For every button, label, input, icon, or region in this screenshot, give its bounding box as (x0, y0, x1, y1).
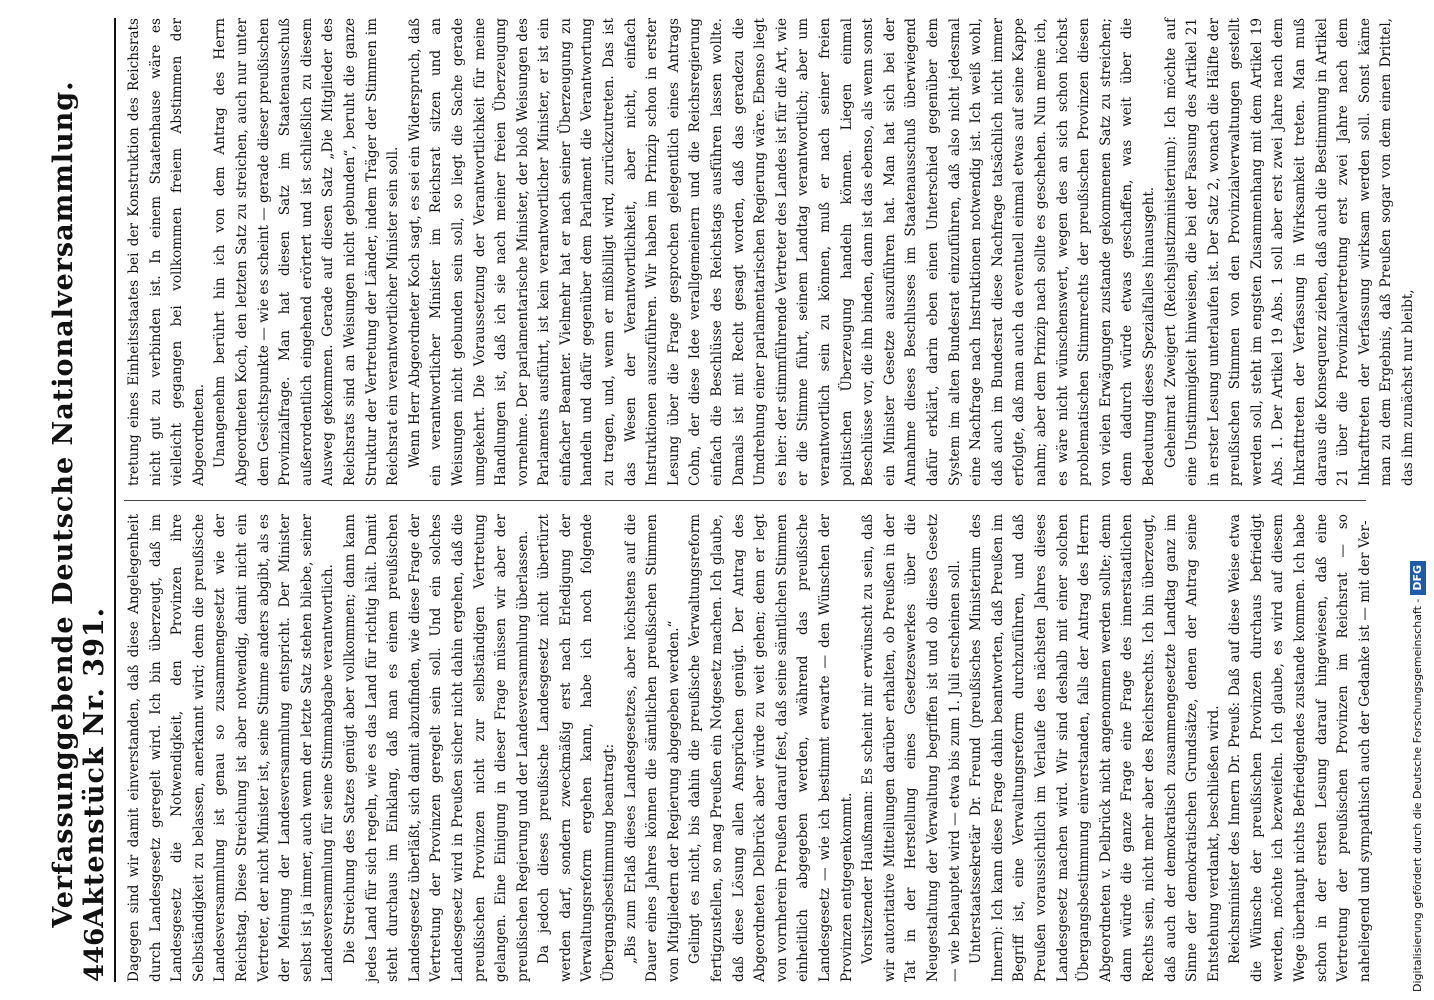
page-number: 446 (80, 927, 110, 982)
digitization-credit (1406, 8, 1426, 992)
column-divider (124, 500, 1366, 501)
paragraph: tretung eines Einheitsstaates bei der Konstruktion des Reichsrats nicht gut zu verbinden ist. In einem Staatenhause wäre es vielleicht gegangen bei vollkommen freiem Abstimmen der Abgeordneten. (126, 18, 207, 486)
paragraph: Da jedoch dieses preußische Landesgesetz nicht übertürzt werden darf, sondern zweckmäßig erst nach Erledigung der Verwaltungsreform ergehen kann, habe ich noch folgende Übergangsbestimmung beantragt: (536, 514, 618, 982)
dfg-logo: DFG (1410, 561, 1426, 595)
rotated-scanned-page (40, 0, 1417, 1000)
paragraph: Reichsminister des Innern Dr. Preuß: Daß auf diese Weise etwa die Wünsche der preußischen Provinzen durchaus befriedigt werden, möchte ich bezweifeln. Ich glaube, es wird auf diesem Wege überhaupt nichts Befriedigendes zustande kommen. Ich habe schon in der ersten Lesung darauf hingewiesen, daß eine Vertretung der preußischen Provinzen im Reichsrat — so naheliegend und sympathisch auch der Gedanke ist — mit der Ver- (1227, 514, 1373, 982)
paragraph: Gelingt es nicht, bis dahin die preußische Verwaltungsreform fertigzustellen, so mag Preußen ein Notgesetz machen. Ich glaube, daß diese Lösung allen Ansprüchen genügt. Der Antrag des Abgeordneten Delbrück aber würde zu weit gehen; denn er legt von vornherein Preußen darauf fest, daß seine sämtlichen Stimmen einheitlich abgegeben werden, während das preußische Landesgesetz — wie ich bestimmt erwarte — den Wünschen der Provinzen entgegenkommt. (687, 514, 855, 982)
paragraph: „Bis zum Erlaß dieses Landesgesetzes, aber höchstens auf die Dauer eines Jahres können die sämtlichen preußischen Stimmen von Mitgliedern der Regierung abgegeben werden.“ (622, 514, 682, 982)
page-title: Verfassunggebende Deutsche Nationalversammlung. Aktenstück Nr. 391. (48, 80, 110, 928)
paragraph: Dagegen sind wir damit einverstanden, daß diese Angelegenheit durch Landesgesetz geregelt wird. Ich bin überzeugt, daß im Landesgesetz die Notwendigkeit, den Provinzen ihre Selbständigkeit zu belassen, anerkannt wird; denn die preußische Landesversammlung ist genau so zusammengesetzt wie der Reichstag. Diese Streichung ist aber notwendig, damit nicht ein Vertreter, der nicht Minister ist, seine Stimme anders abgibt, als es der Meinung der Landesversammlung entspricht. Der Minister selbst ist ja immer, auch wenn der letzte Satz stehen bliebe, seiner Landesversammlung für seine Stimmabgabe verantwortlich. (126, 514, 337, 982)
paragraph: Vorsitzender Haußmann: Es scheint mir erwünscht zu sein, daß wir autoritative Mitteilungen darüber erhalten, ob Preußen in der Tat in der Herstellung eines Gesetzeswerkes über die Neugestaltung der Verwaltung begriffen ist und ob dieses Gesetz — wie behauptet wird — etwa bis zum 1. Juli erscheinen soll. (860, 514, 963, 982)
page-header (48, 18, 116, 982)
paragraph: Wenn Herr Abgeordneter Koch sagt, es sei ein Widerspruch, daß ein verantwortlicher Minister im Reichsrat sitzen und an Weisungen nicht gebunden sein soll, so liegt die Sache gerade umgekehrt. Die Voraussetzung der Verantwortlichkeit für meine Handlungen ist, daß ich sie nach meiner freien Überzeugung vornehme. Der parlamentarische Minister, der bloß Weisungen des Parlaments ausführt, ist kein verantwortlicher Minister, er ist ein einfacher Beamter. Vielmehr hat er nach seiner Überzeugung zu handeln und dafür gegenüber dem Parlament die Verantwortung zu tragen, und, wenn er mißbilligt wird, zurückzutreten. Das ist das Wesen der Verantwortlichkeit, aber nicht, einfach Instruktionen auszuführen. Wir haben im Prinzip schon in erster Lesung über die Frage gesprochen gelegentlich eines Antrags Cohn, der diese Idee verallgemeinern und die Reichsregierung einfach die Beschlüsse des Reichstags ausführen lassen wollte. Damals ist mit Recht gesagt worden, daß das geradezu die Umdrehung einer parlamentarischen Regierung wäre. Ebenso liegt es hier: der stimmführende Vertreter des Landes ist für die Art, wie er die Stimme führt, seinem Landtag verantwortlich; aber um verantwortlich sein zu können, muß er nach seiner freien politischen Überzeugung handeln können. Liegen einmal Beschlüsse vor, die ihn binden, dann ist das ebenso, als wenn sonst ein Minister Gesetze auszuführen hat. Man hat sich bei der Annahme dieses Beschlusses im Staatenausschuß überwiegend dafür erklärt, darin eben einen Unterschied gegenüber dem System im alten Bundesrat einzuführen, daß also nicht jedesmal eine Nachfrage nach Instruktionen notwendig ist. Ich weiß wohl, daß auch im Bundesrat diese Nachfrage tatsächlich nicht immer erfolgte, daß man auch da eventuell einmal etwas auf seine Kappe nahm; aber dem Prinzip nach sollte es geschehen. Nun meine ich, es wäre nicht wünschenswert, wegen des an sich schon höchst problematischen Stimmrechts der preußischen Provinzen diesen von vielen Erwägungen zustande gekommenen Satz zu streichen; denn dadurch würde etwas geschaffen, was weit über die Bedeutung dieses Spezialfalles hinausgeht. (406, 18, 1157, 486)
paragraph: Unterstaatssekretär Dr. Freund (preußisches Ministerium des Innern): Ich kann diese Frage dahin beantworten, daß Preußen im Begriff ist, eine Verwaltungsreform durchzuführen, und daß Preußen voraussichtlich im Verlaufe des nächsten Jahres dieses Landesgesetz machen wird. Wir sind deshalb mit einer solchen Übergangsbestimmung einverstanden, falls der Antrag des Herrn Abgeordneten v. Delbrück nicht angenommen werden sollte; denn dann würde die ganze Frage eine Frage des innerstaatlichen Rechts sein, nicht mehr aber des Reichsrechts. Ich bin überzeugt, daß auch der demokratisch zusammengesetzte Landtag ganz im Sinne der demokratischen Grundsätze, denen der Antrag seine Entstehung verdankt, beschließen wird. (968, 514, 1222, 982)
left-column (124, 514, 1373, 982)
credit-text: Digitalisierung gefördert durch die Deutsche Forschungsgemeinschaft - (1411, 598, 1424, 992)
right-column (124, 18, 1417, 486)
paragraph: Unangenehm berührt hin ich von dem Antrag des Herrn Abgeordneten Koch, den letzten Satz zu streichen, auch nur unter dem Gesichtspunkte — wie es scheint — gerade dieser preußischen Provinzialfrage. Man hat diesen Satz im Staatenausschuß außerordentlich eingehend erörtert und ist schließlich zu diesem Ausweg gekommen. Gerade auf diesen Satz „Die Mitglieder des Reichsrats sind an Weisungen nicht gebunden“, beruht die ganze Struktur der Vertretung der Länder, indem Träger der Stimmen im Reichsrat ein verantwortlicher Minister sein soll. (212, 18, 402, 486)
paragraph: Die Streichung des Satzes genügt aber vollkommen; dann kann jedes Land für sich regeln, wie es das Land für richtig hält. Damit steht durchaus im Einklang, daß man es einem preußischen Landesgesetz überläßt, sich damit abzufinden, wie diese Frage der Vertretung der Provinzen geregelt sein soll. Und ein solches Landesgesetz wird in Preußen sicher nicht dahin ergehen, daß die preußischen Provinzen nicht zur selbständigen Vertretung gelangen. Eine Einigung in dieser Frage müssen wir aber der preußischen Regierung und der Landesversammlung überlassen. (341, 514, 531, 982)
paragraph: Geheimrat Zweigert (Reichsjustizministerium): Ich möchte auf eine Unstimmigkeit hinweisen, die bei der Fassung des Artikel 21 in erster Lesung unterlaufen ist. Der Satz 2, wonach die Hälfte der preußischen Stimmen von den Provinzialverwaltungen gestellt werden soll, steht im engsten Zusammenhang mit dem Artikel 19 Abs. 1. Der Artikel 19 Abs. 1 soll aber erst zwei Jahre nach dem Inkrafttreten der Verfassung in Wirksamkeit treten. Man muß daraus die Konsequenz ziehen, daß auch die Bestimmung in Artikel 21 über die Provinzialvertretung erst zwei Jahre nach dem Inkrafttreten der Verfassung wirksam werden soll. Sonst käme man zu dem Ergebnis, daß Preußen sogar von dem einen Drittel, das ihm zunächst nur bleibt, (1162, 18, 1417, 486)
